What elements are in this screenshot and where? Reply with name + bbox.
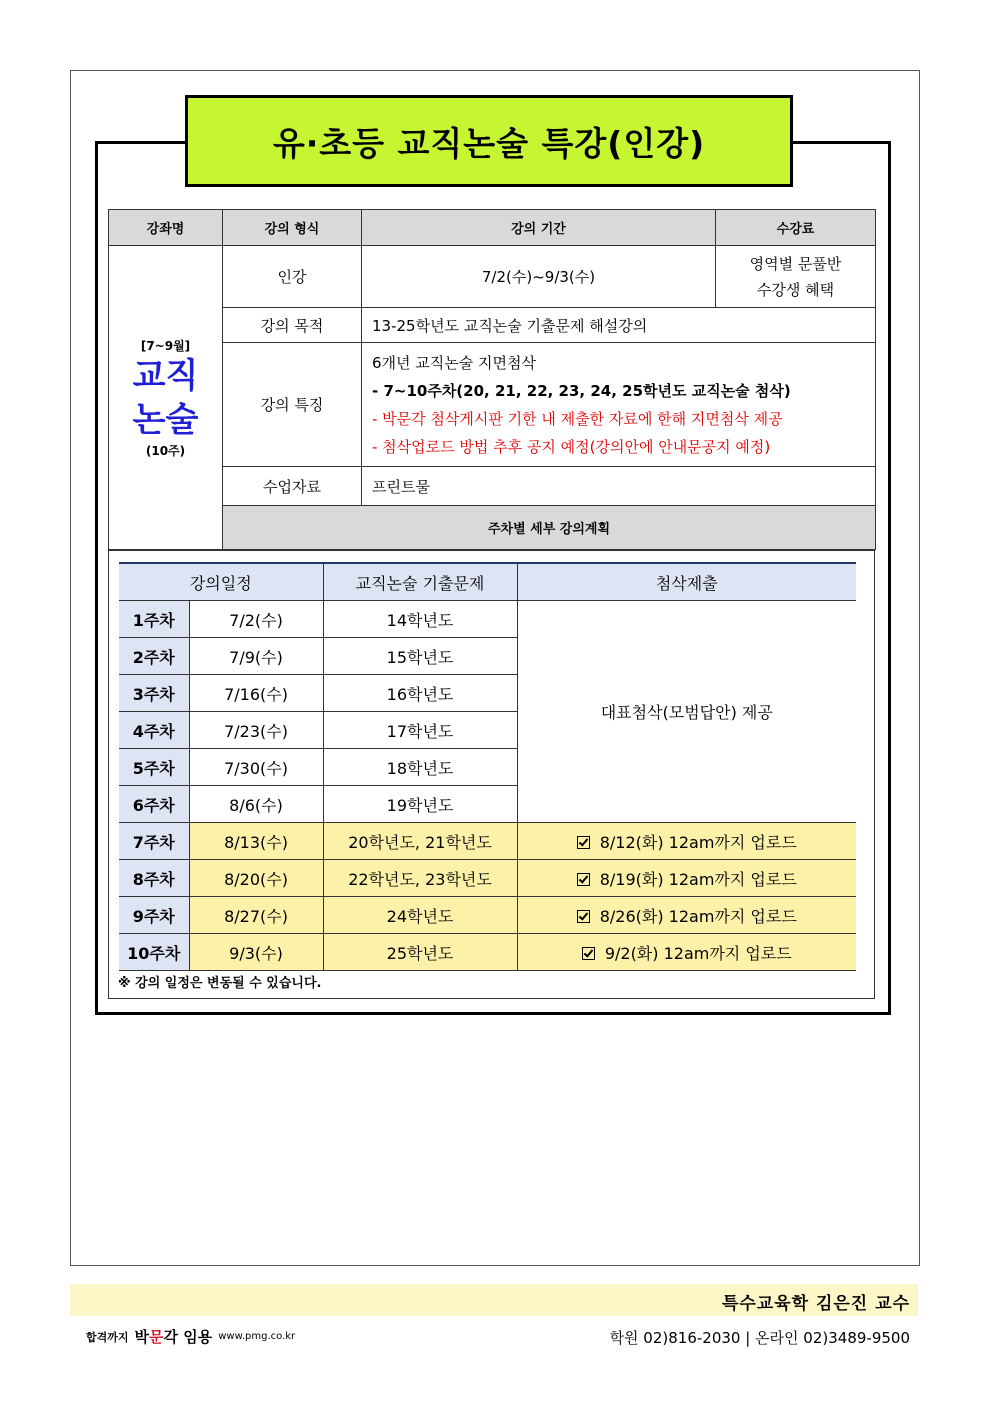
logo-prefix: 합격까지 — [86, 1330, 129, 1344]
submission-text: 8/12(화) 12am까지 업로드 — [599, 832, 797, 852]
table-row — [119, 860, 856, 897]
materials-label: 수업자료 — [223, 467, 362, 506]
duration-value: 7/2(수)~9/3(수) — [362, 246, 716, 308]
weekly-plan-header: 주차별 세부 강의계획 — [223, 506, 876, 550]
feature-line-1: 6개년 교직논술 지면첨삭 — [372, 353, 536, 372]
week-exam: 18학년도 — [323, 749, 517, 786]
week-label: 3주차 — [119, 675, 189, 712]
course-info-table — [108, 209, 876, 550]
table-row — [119, 601, 856, 638]
format-value: 인강 — [223, 246, 362, 308]
header-schedule: 강의일정 — [119, 563, 323, 601]
shared-submission: 대표첨삭(모범답안) 제공 — [517, 601, 856, 823]
course-name-line2: 논술 — [132, 399, 199, 440]
checkbox-icon — [582, 947, 595, 960]
week-submission — [517, 860, 856, 897]
week-submission — [517, 934, 856, 971]
week-label: 7주차 — [119, 823, 189, 860]
week-label: 10주차 — [119, 934, 189, 971]
header-submission: 첨삭제출 — [517, 563, 856, 601]
week-exam: 15학년도 — [323, 638, 517, 675]
header-course: 강좌명 — [109, 210, 223, 246]
title-banner — [185, 95, 793, 187]
purpose-label: 강의 목적 — [223, 308, 362, 343]
week-submission — [517, 897, 856, 934]
week-date: 7/30(수) — [189, 749, 323, 786]
materials-value: 프린트물 — [362, 467, 876, 506]
week-label: 4주차 — [119, 712, 189, 749]
course-name-cell — [109, 246, 223, 550]
features-value — [362, 343, 876, 467]
week-date: 8/13(수) — [189, 823, 323, 860]
feature-line-2: - 7~10주차(20, 21, 22, 23, 24, 25학년도 교직논술 첨삭) — [372, 381, 791, 400]
logo-brand-a: 박 — [134, 1328, 150, 1346]
checkbox-icon — [577, 873, 590, 886]
table-row — [119, 823, 856, 860]
week-exam: 24학년도 — [323, 897, 517, 934]
week-label: 8주차 — [119, 860, 189, 897]
submission-text: 9/2(화) 12am까지 업로드 — [604, 943, 792, 963]
submission-text: 8/26(화) 12am까지 업로드 — [599, 906, 797, 926]
table-row — [119, 897, 856, 934]
instructor-name: 특수교육학 김은진 교수 — [721, 1294, 910, 1314]
week-label: 1주차 — [119, 601, 189, 638]
week-date: 8/20(수) — [189, 860, 323, 897]
week-label: 5주차 — [119, 749, 189, 786]
footer-bar — [70, 1284, 918, 1316]
week-exam: 25학년도 — [323, 934, 517, 971]
week-date: 8/27(수) — [189, 897, 323, 934]
week-label: 6주차 — [119, 786, 189, 823]
feature-line-4: - 첨삭업로드 방법 추후 공지 예정(강의안에 안내문공지 예정) — [372, 437, 771, 456]
checkbox-icon — [577, 836, 590, 849]
fee-line2: 수강생 혜택 — [756, 280, 835, 299]
fee-value — [716, 246, 876, 308]
week-exam: 19학년도 — [323, 786, 517, 823]
fee-line1: 영역별 문풀반 — [749, 254, 842, 273]
feature-line-3: - 박문각 첨삭게시판 기한 내 제출한 자료에 한해 지면첨삭 제공 — [372, 409, 783, 428]
header-duration: 강의 기간 — [362, 210, 716, 246]
week-label: 2주차 — [119, 638, 189, 675]
table-row — [119, 934, 856, 971]
page-title: 유·초등 교직논술 특강(인강) — [272, 123, 706, 163]
week-exam: 16학년도 — [323, 675, 517, 712]
course-name-line1: 교직 — [132, 355, 199, 396]
header-fee: 수강료 — [716, 210, 876, 246]
logo-url: www.pmg.co.kr — [218, 1331, 296, 1342]
course-weeks: (10주) — [145, 443, 186, 458]
week-exam: 17학년도 — [323, 712, 517, 749]
week-date: 9/3(수) — [189, 934, 323, 971]
week-submission — [517, 823, 856, 860]
features-label: 강의 특징 — [223, 343, 362, 467]
schedule-table — [119, 562, 856, 971]
logo-brand-c: 각 임용 — [163, 1328, 213, 1346]
submission-text: 8/19(화) 12am까지 업로드 — [599, 869, 797, 889]
week-exam: 20학년도, 21학년도 — [323, 823, 517, 860]
week-date: 7/9(수) — [189, 638, 323, 675]
week-exam: 22학년도, 23학년도 — [323, 860, 517, 897]
week-exam: 14학년도 — [323, 601, 517, 638]
contact-info: 학원 02)816-2030 | 온라인 02)3489-9500 — [609, 1329, 910, 1347]
week-label: 9주차 — [119, 897, 189, 934]
week-date: 7/2(수) — [189, 601, 323, 638]
brand-logo — [86, 1326, 295, 1347]
checkbox-icon — [577, 910, 590, 923]
week-date: 7/23(수) — [189, 712, 323, 749]
header-exam: 교직논술 기출문제 — [323, 563, 517, 601]
purpose-value: 13-25학년도 교직논술 기출문제 해설강의 — [362, 308, 876, 343]
logo-brand-b: 문 — [149, 1328, 164, 1346]
header-format: 강의 형식 — [223, 210, 362, 246]
logo-brand — [135, 1326, 213, 1347]
schedule-note: ※ 강의 일정은 변동될 수 있습니다. — [118, 976, 322, 991]
course-period: [7~9월] — [140, 338, 191, 353]
week-date: 8/6(수) — [189, 786, 323, 823]
week-date: 7/16(수) — [189, 675, 323, 712]
